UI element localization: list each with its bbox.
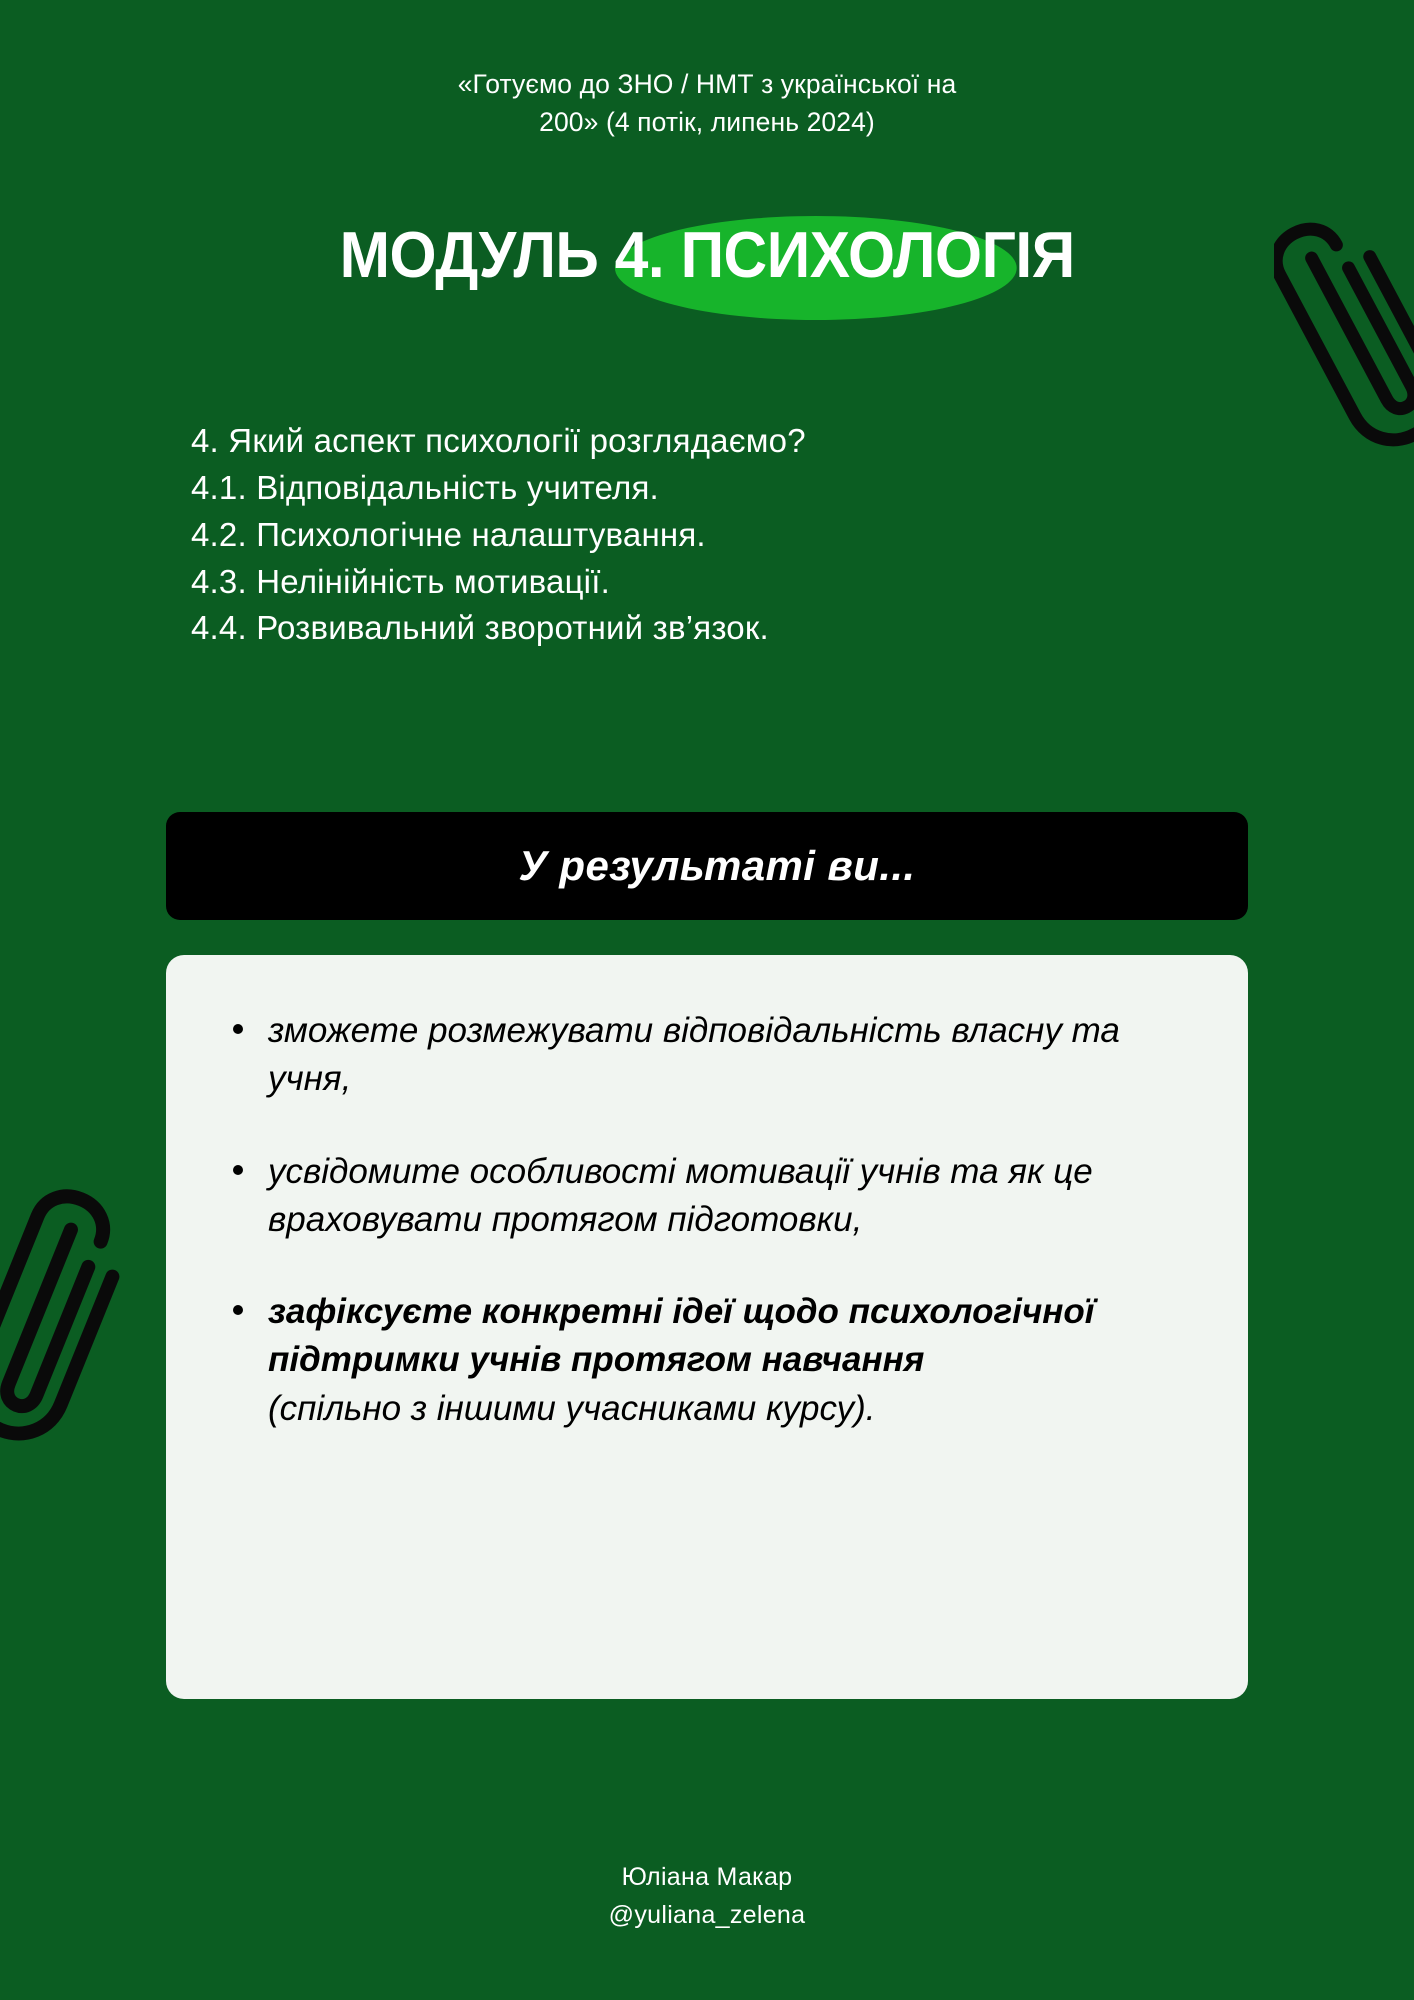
bullet-text: усвідомите особливості мотивації учнів та як це враховувати протягом підготовки,: [268, 1151, 1093, 1239]
results-card: [166, 955, 1248, 1699]
results-banner: [166, 812, 1248, 920]
bullet-text-bold: зафіксуєте конкретні ідеї щодо психологічної підтримки учнів протягом навчання: [268, 1292, 1095, 1380]
footer-handle: @yuliana_zelena: [608, 1900, 806, 1929]
bullet-dot-icon: [233, 1024, 243, 1034]
course-kicker: [0, 66, 1414, 141]
outline-item-3: 4.3. Нелінійність мотивації.: [191, 562, 610, 600]
list-item: [222, 1007, 1192, 1104]
outline-item-2: 4.2. Психологічне налаштування.: [191, 515, 706, 553]
list-item: [222, 1288, 1192, 1433]
outline-item-0: 4. Який аспект психології розглядаємо?: [191, 422, 806, 459]
results-banner-label: У результаті ви...: [518, 842, 916, 889]
outline-list: [191, 418, 1294, 652]
outline-item-4: 4.4. Розвивальний зворотний зв’язок.: [191, 609, 769, 647]
bullet-text-tail: (спільно з іншими учасниками курсу).: [268, 1388, 876, 1428]
title-text: МОДУЛЬ 4. ПСИХОЛОГІЯ: [339, 218, 1075, 291]
kicker-line-2: 200» (4 потік, липень 2024): [539, 106, 875, 137]
bullet-dot-icon: [233, 1165, 243, 1175]
footer-author: Юліана Макар: [621, 1863, 793, 1891]
bullet-text: зможете розмежувати відповідальність власну та учня,: [268, 1011, 1120, 1099]
results-bullet-list: [222, 1007, 1192, 1433]
footer: [0, 1859, 1414, 1934]
paperclip-icon: [0, 1185, 135, 1470]
page-title: [0, 218, 1414, 332]
outline-item-1: 4.1. Відповідальність учителя.: [191, 468, 659, 506]
kicker-line-1: «Готуємо до ЗНО / НМТ з української на: [457, 69, 957, 99]
bullet-dot-icon: [233, 1305, 243, 1315]
list-item: [222, 1148, 1192, 1245]
